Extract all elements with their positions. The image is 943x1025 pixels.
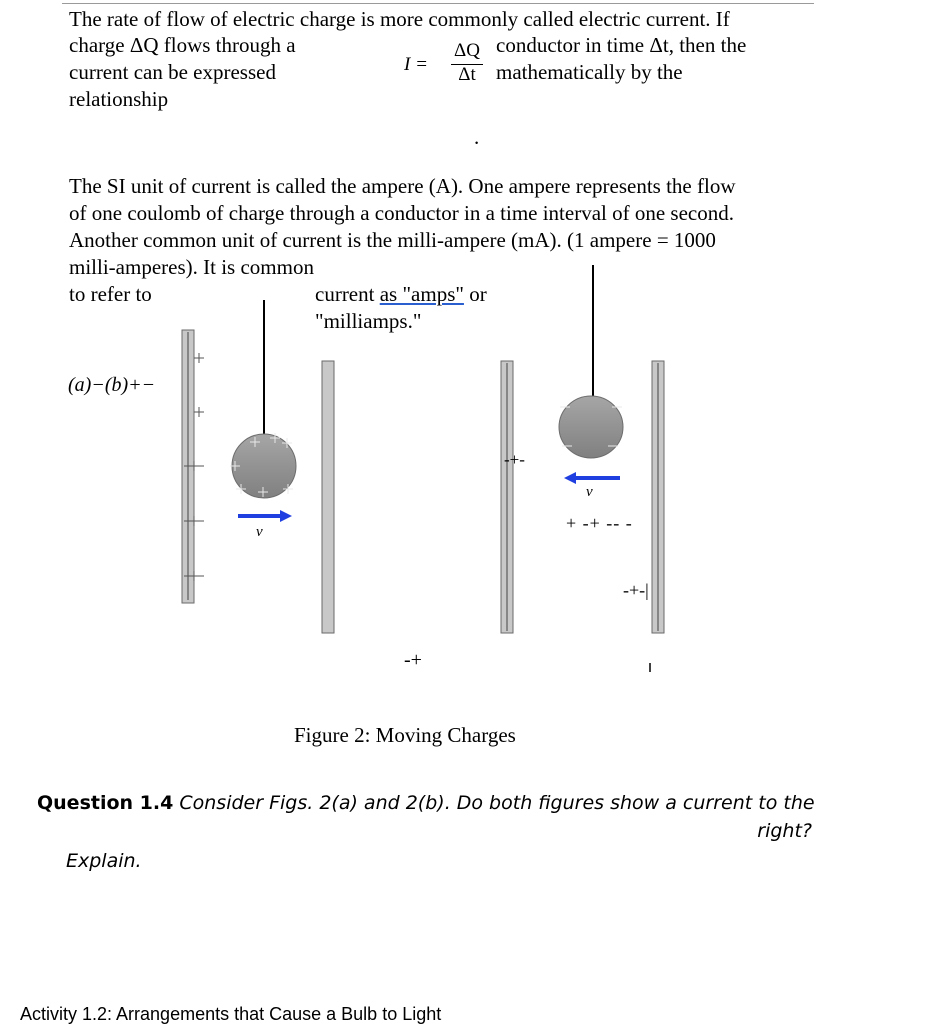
formula-denominator: Δt [458,64,476,85]
para2-line4: milli-amperes). It is common [69,255,314,279]
velocity-arrowhead-a [280,510,292,522]
para2-line6: "milliamps." [315,309,422,333]
plate-a-right [322,361,334,633]
para2-line2: of one coulomb of charge through a conductor in a time interval of one second. [69,201,734,225]
footer-cut-text: Activity 1.2: Arrangements that Cause a Bulb to Light [20,1004,442,1024]
para1-line4: relationship [69,87,169,111]
para2-line5b-post: or [463,282,487,306]
para2-line1: The SI unit of current is called the ampere (A). One ampere represents the flow [69,174,736,198]
formula-lhs: I = [404,54,428,75]
question-label: Question 1.4 [37,792,174,814]
charged-ball-a [232,434,296,498]
footer-cut-off [0,1004,943,1024]
formula-numerator: ΔQ [454,40,480,61]
sign-b-right: -+-| [623,580,649,600]
charged-ball-b [559,396,623,458]
sign-b-row: + -+ -- - [566,513,633,533]
velocity-label-b: v [586,484,593,500]
velocity-arrowhead-b [564,472,576,484]
formula-period: . [474,125,480,149]
question-text-line1: Consider Figs. 2(a) and 2(b). Do both figures show a current to the [179,792,815,814]
question-text-line2: right? [757,820,812,842]
sign-a-bottom: -+ [404,649,422,671]
question-line1 [37,789,815,817]
para1-line3a: current can be expressed [69,60,276,84]
para1-line2a: charge ΔQ flows through a [69,33,296,57]
para1-line3b: mathematically by the [496,60,683,84]
para2-line3: Another common unit of current is the milli-ampere (mA). (1 ampere = 1000 [69,228,716,252]
velocity-label-a: v [256,524,263,540]
para1-line1: The rate of flow of electric charge is more commonly called electric current. If [69,7,730,31]
figure-caption: Figure 2: Moving Charges [294,723,516,747]
para2-line5a: to refer to [69,282,152,306]
sign-b-mid: -+- [504,450,525,469]
amps-link[interactable]: as "amps" [379,282,464,306]
panel-labels: (a)−(b)+− [68,374,156,396]
explain-prompt: Explain. [66,850,142,872]
para1-line2b: conductor in time Δt, then the [496,33,747,57]
para2-line5b-pre: current [315,282,380,306]
